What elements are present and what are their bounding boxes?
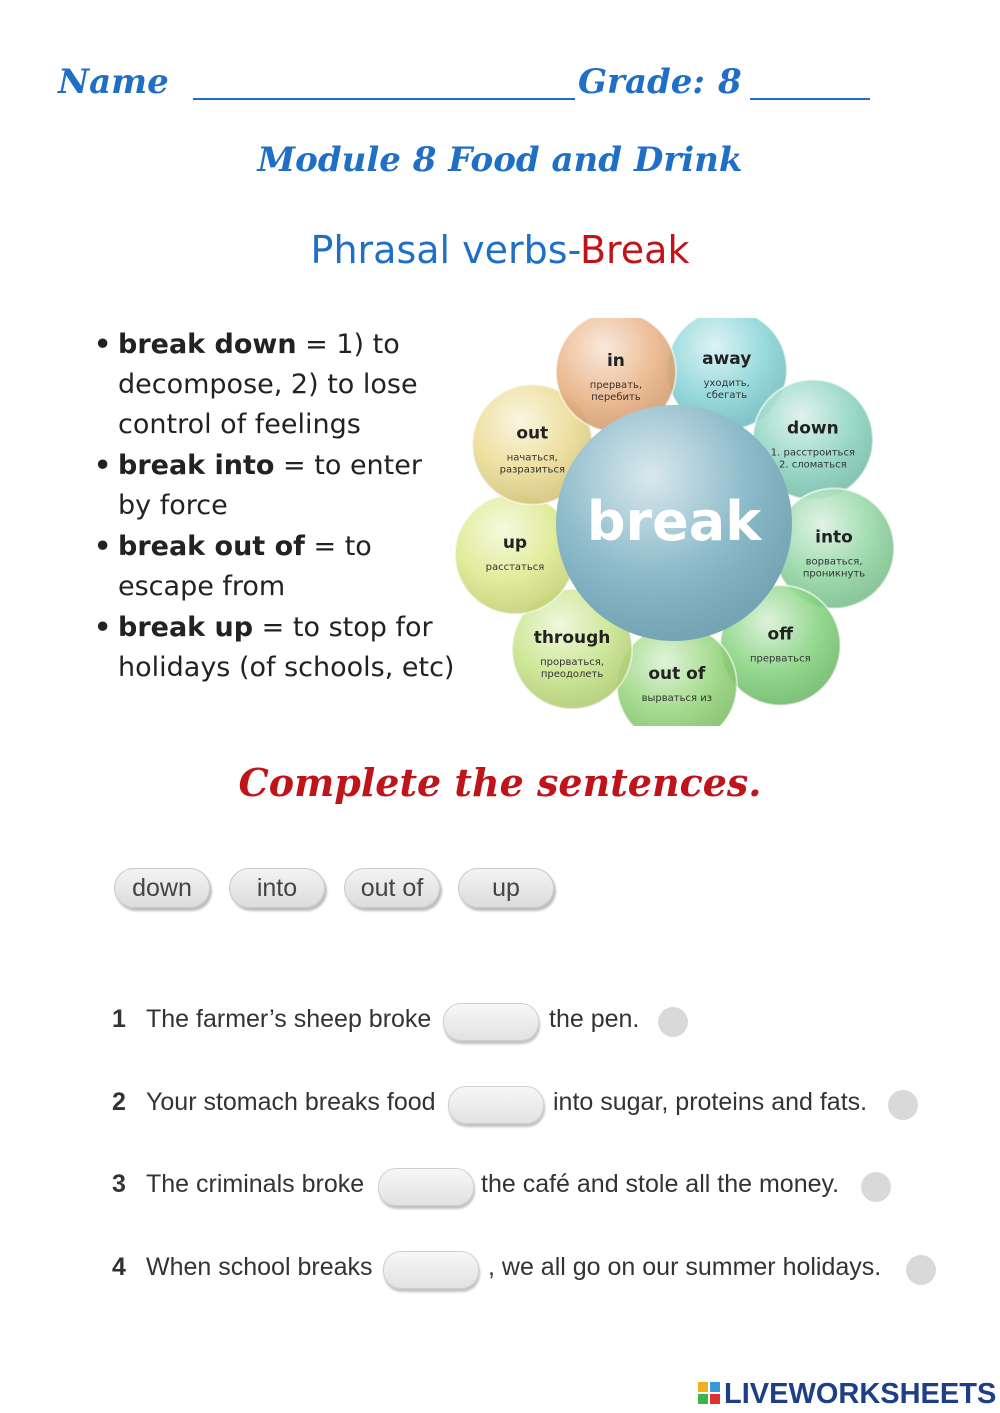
petal-translation: прерваться <box>749 653 811 665</box>
break-diagram <box>448 318 898 726</box>
petal-translation: разразиться <box>499 464 565 476</box>
center-circle <box>556 405 792 641</box>
petal-label: away <box>702 348 752 369</box>
liveworksheets-logo-icon <box>698 1382 720 1404</box>
bullet: • <box>94 329 112 360</box>
liveworksheets-logo: LIVEWORKSHEETS <box>724 1378 997 1410</box>
answer-drop-2[interactable] <box>448 1086 544 1124</box>
sentence-after: into sugar, proteins and fats. <box>553 1088 868 1116</box>
bullet: • <box>94 612 112 643</box>
sentence-after: , we all go on our summer holidays. <box>488 1253 882 1281</box>
check-indicator <box>861 1172 891 1202</box>
petal-label: through <box>533 627 611 648</box>
word-chip-up[interactable]: up <box>458 868 554 908</box>
definition-text: = 1) to decompose, 2) to lose control of feelings <box>118 329 418 440</box>
petal-label: in <box>606 350 625 371</box>
definition-text: = to enter by force <box>118 450 422 521</box>
word-chip-out-of[interactable]: out of <box>344 868 440 908</box>
sentence-before: Your stomach breaks food <box>146 1088 436 1116</box>
answer-drop-3[interactable] <box>378 1168 474 1206</box>
definition-text: = to escape from <box>118 531 372 602</box>
sentence-after: the pen. <box>549 1005 640 1033</box>
check-indicator <box>906 1255 936 1285</box>
definition-text: = to stop for holidays (of schools, etc) <box>118 612 455 683</box>
name-label: Name <box>58 62 169 102</box>
petal-translation: 2. сломаться <box>779 459 847 471</box>
center-label: break <box>586 490 762 553</box>
word-chip-into[interactable]: into <box>229 868 325 908</box>
grade-label: Grade: <box>578 62 705 102</box>
exercise-title: Complete the sentences. <box>238 760 762 805</box>
sentence-before: The criminals broke <box>146 1170 365 1198</box>
word-chip-down[interactable]: down <box>114 868 210 908</box>
phrasal-prefix: Phrasal verbs- <box>310 228 580 272</box>
definition-term: break up <box>118 612 254 643</box>
petal-translation: расстаться <box>485 561 545 573</box>
answer-drop-4[interactable] <box>383 1251 479 1289</box>
petal-translation: вырваться из <box>641 692 713 704</box>
petal-translation: перебить <box>591 391 641 403</box>
sentence-number: 1 <box>112 1005 126 1033</box>
module-title: Module 8 Food and Drink <box>257 140 743 180</box>
petal-translation: преодолеть <box>540 668 604 680</box>
petal-label: down <box>787 418 839 439</box>
phrasal-word: Break <box>579 228 690 272</box>
petal-label: up <box>502 532 528 553</box>
check-indicator <box>658 1007 688 1037</box>
bullet: • <box>94 531 112 562</box>
petal-translation: сбегать <box>706 389 748 401</box>
phrasal-title <box>0 228 1000 272</box>
petal-translation: начаться, <box>506 452 558 464</box>
petal-translation: прервать, <box>589 379 643 391</box>
petal-translation: проникнуть <box>802 568 866 580</box>
petal-translation: 1. расстроиться <box>770 447 855 459</box>
definition-term: break out of <box>118 531 305 562</box>
sentence-number: 4 <box>112 1253 126 1281</box>
check-indicator <box>888 1090 918 1120</box>
bullet: • <box>94 450 112 481</box>
petal-label: out <box>516 423 549 444</box>
definition-term: break into <box>118 450 275 481</box>
answer-drop-1[interactable] <box>443 1003 539 1041</box>
petal-label: into <box>815 527 853 548</box>
name-field[interactable] <box>193 98 575 100</box>
petal-label: out of <box>648 663 706 684</box>
petal-translation: уходить, <box>703 377 750 389</box>
sentence-number: 2 <box>112 1088 126 1116</box>
grade-value: 8 <box>718 62 742 102</box>
sentence-after: the café and stole all the money. <box>481 1170 840 1198</box>
sentence-before: The farmer’s sheep broke <box>146 1005 432 1033</box>
sentence-number: 3 <box>112 1170 126 1198</box>
petal-label: off <box>767 624 794 645</box>
petal-translation: ворваться, <box>805 556 863 568</box>
sentence-before: When school breaks <box>146 1253 373 1281</box>
definition-term: break down <box>118 329 297 360</box>
petal-translation: прорваться, <box>540 656 604 668</box>
grade-field[interactable] <box>750 98 870 100</box>
